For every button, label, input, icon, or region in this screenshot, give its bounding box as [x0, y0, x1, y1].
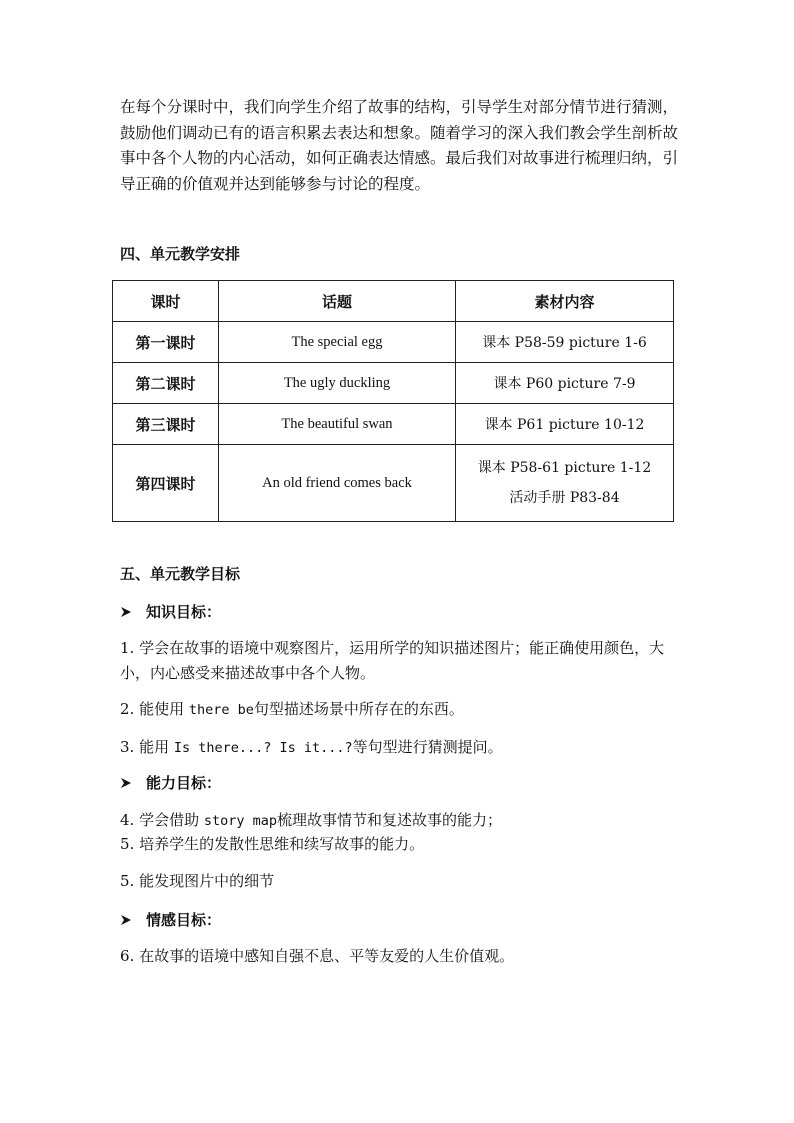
intro-paragraph: 在每个分课时中，我们向学生介绍了故事的结构，引导学生对部分情节进行猜测，鼓励他们调动已有的语言积累去表达和想象。随着学习的深入我们教会学生剖析故事中各个人物的内心活动，如何正确表达情感。最后我们对故事进行梳理归纳，引导正确的价值观并达到能够参与讨论的程度。 — [120, 98, 679, 193]
right-arrowhead-icon — [120, 914, 132, 926]
goal-code: there be — [188, 702, 254, 718]
goal-text: 等句型进行猜测提问。 — [352, 738, 503, 756]
lesson-cell: 第一课时 — [113, 322, 219, 363]
teaching-plan-table — [112, 280, 674, 522]
header-topic: 话题 — [219, 281, 456, 322]
goal-text: 3. 能用 — [120, 738, 174, 756]
table-row — [113, 363, 674, 404]
table-row — [113, 322, 674, 363]
emotion-goals-heading — [120, 909, 221, 930]
goal-item — [120, 808, 690, 834]
section-4-heading: 四、单元教学安排 — [120, 245, 241, 263]
lesson-cell: 第三课时 — [113, 404, 219, 445]
emotion-goals-title: 情感目标： — [146, 911, 222, 929]
header-material: 素材内容 — [456, 281, 674, 322]
lesson-cell: 第二课时 — [113, 363, 219, 404]
material-cell: 课本 P60 picture 7-9 — [456, 363, 674, 404]
goal-item: 6. 在故事的语境中感知自强不息、平等友爱的人生价值观。 — [120, 947, 515, 965]
topic-cell: An old friend comes back — [219, 445, 456, 522]
material-line: 课本 P58-61 picture 1-12 — [477, 460, 652, 476]
lesson-cell: 第四课时 — [113, 445, 219, 522]
table-row — [113, 404, 674, 445]
goal-text: 2. 能使用 — [120, 700, 189, 718]
table-header-row — [113, 281, 674, 322]
goal-text: 句型描述场景中所存在的东西。 — [253, 700, 464, 718]
right-arrowhead-icon — [120, 777, 132, 789]
goal-code: story map — [203, 813, 278, 829]
goal-text: 梳理故事情节和复述故事的能力； — [277, 811, 503, 829]
right-arrowhead-icon — [120, 606, 132, 618]
material-cell: 课本 P58-59 picture 1-6 — [456, 322, 674, 363]
topic-cell: The ugly duckling — [219, 363, 456, 404]
knowledge-goals-title: 知识目标： — [146, 603, 222, 621]
material-cell: 课本 P61 picture 10-12 — [456, 404, 674, 445]
goal-text: 4. 学会借助 — [120, 811, 204, 829]
knowledge-goals-heading — [120, 601, 221, 622]
material-line: 活动手册 P83-84 — [509, 490, 620, 506]
ability-goals-title: 能力目标： — [146, 774, 222, 792]
ability-goals-heading — [120, 772, 221, 793]
section-5-heading: 五、单元教学目标 — [120, 565, 241, 583]
table-row — [113, 445, 674, 522]
goal-item: 5. 能发现图片中的细节 — [120, 872, 275, 890]
goal-item — [120, 735, 690, 761]
topic-cell: The beautiful swan — [219, 404, 456, 445]
goal-item: 1. 学会在故事的语境中观察图片，运用所学的知识描述图片；能正确使用颜色，大小，内心感受来描述故事中各个人物。 — [120, 639, 665, 682]
topic-cell: The special egg — [219, 322, 456, 363]
goal-item — [120, 697, 690, 723]
goal-code: Is there...? Is it...? — [173, 740, 353, 756]
material-cell — [456, 445, 674, 522]
header-lesson: 课时 — [113, 281, 219, 322]
goal-item: 5. 培养学生的发散性思维和续写故事的能力。 — [120, 835, 425, 853]
